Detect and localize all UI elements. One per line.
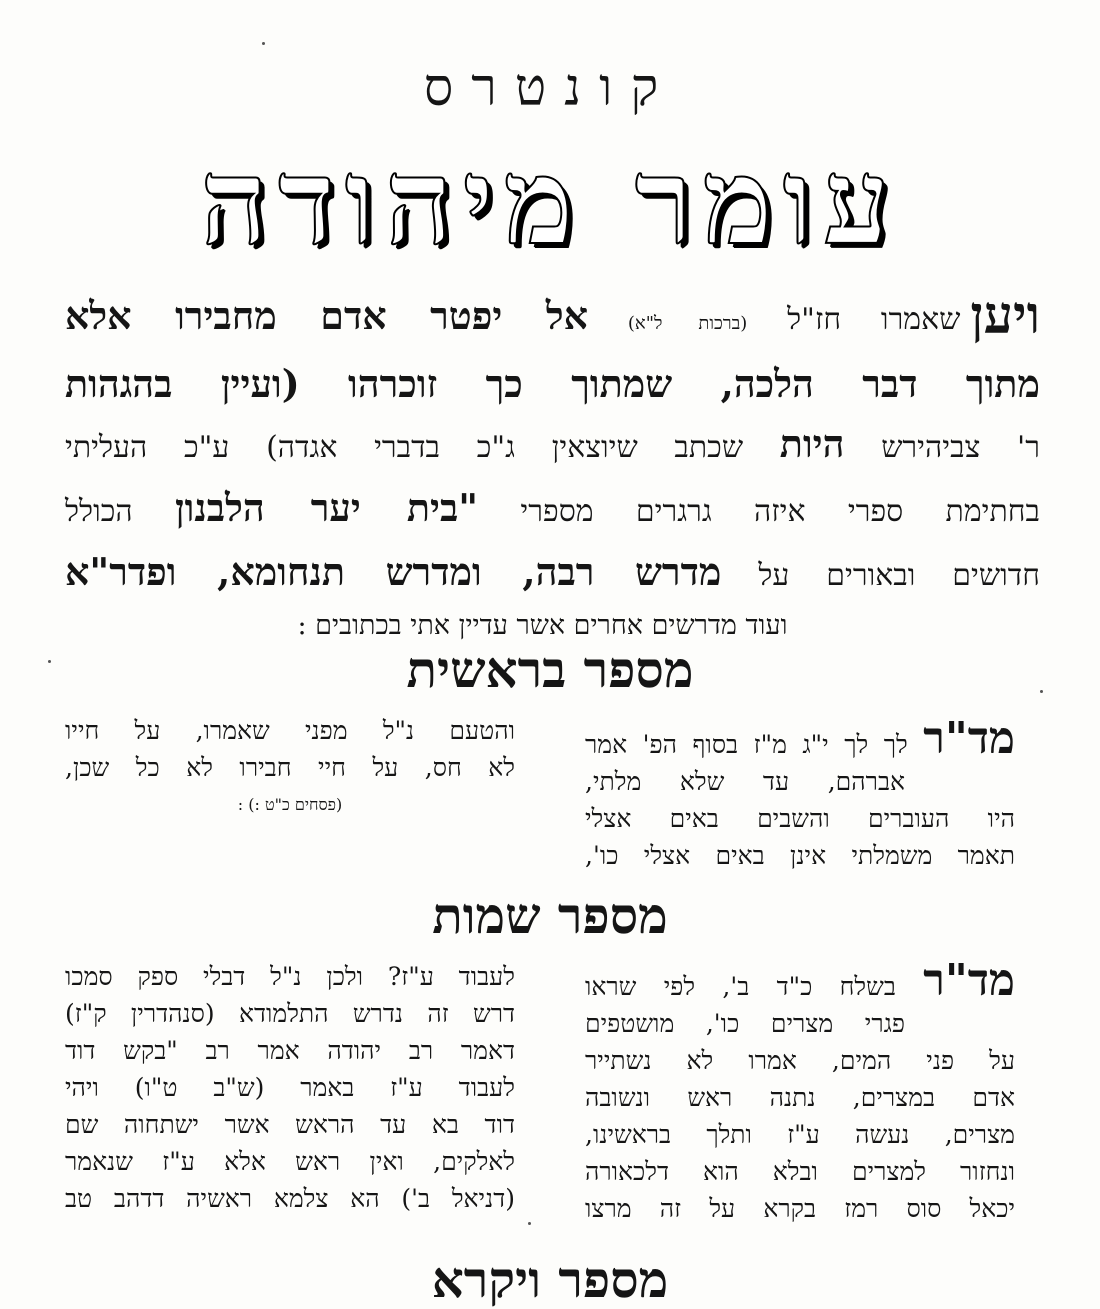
shemot-right-column: מד"ר בשלח כ"ד ב', לפי שראו פגרי מצרים כו', מושטפים על פני המים, אמרו לא נשתייר אדם במצרים, נתנה ראש ונשובה מצרים, נעשה ע"ז ותלך בראשינו, ונחזור למצרים ובלא הוא דלכאורה יכאל סוס רמז בקרא על זה מרצו: [585, 955, 1015, 1223]
bereshit-left-column: והטעם נ"ל מפני שאמרו, על חייו לא חס, על חיי חבירו לא כל שכן, (פסחים כ"ט :) :: [65, 712, 515, 823]
drop-word: מד"ר: [923, 713, 1015, 764]
scan-speck: [262, 42, 265, 45]
intro-line-1: ויען שאמרו חז"ל (ברכות ל"א) אל יפטר אדם מחבירו אלא: [65, 285, 1040, 346]
intro-line-4: בחתימת ספרי איזה גרגרים מספרי "בית יער הלבנון הכולל: [65, 485, 1040, 530]
scan-speck: [1040, 690, 1043, 693]
bereshit-right-column: מד"ר לך לך י"ג מ"ז בסוף הפ' אמר אברהם, עד שלא מלתי, היו העוברים והשבים באים אצלי תאמר משמלתי אינן באים אצלי כו',: [585, 713, 1015, 870]
intro-line-2: מתוך דבר הלכה, שמתוך כך זוכרהו (ועיין בהגהות: [65, 361, 1040, 406]
citation: (ברכות ל"א): [627, 313, 748, 334]
intro-line-5: חדושים ובאורים על מדרש רבה, ומדרש תנחומא, ופדר"א: [65, 549, 1040, 594]
intro-line-6: ועוד מדרשים אחרים אשר עדיין אתי בכתובים :: [297, 610, 788, 641]
shemot-left-column: לעבוד ע"ז? ולכן נ"ל דבלי ספק סמכו דרש זה נדרש התלמודא (סנהדרין ק"ז) דאמר רב יהודה אמר רב "בקש דוד לעבוד ע"ז באמר (ש"ב ט"ו) ויהי דוד בא עד הראש אשר ישתחוה שם לאלקים, ואין ראש אלא ע"ז שנאמר (דניאל ב') הא צלמא ראשיה דדהב טב: [65, 962, 515, 1213]
drop-word: ויען: [970, 285, 1040, 346]
section-heading-vayikra-cut: מספר ויקרא: [431, 1250, 669, 1309]
intro-paragraph: [65, 286, 1040, 646]
section-heading-shemot: מספר שמות: [432, 886, 668, 945]
intro-line-3: ר' צביהירש היות שכתב שיוצאין ג"כ בדברי אגדה) ע"כ העליתי: [65, 421, 1040, 466]
section-heading-bereshit: מספר בראשית: [406, 640, 694, 699]
scan-speck: [528, 1222, 531, 1225]
kuntres-label: קונטרס: [423, 58, 677, 118]
drop-word: מד"ר: [923, 955, 1015, 1006]
citation: (פסחים כ"ט :) :: [237, 795, 343, 814]
book-title: עומר מיהודה: [200, 132, 900, 271]
scan-speck: [48, 660, 51, 663]
